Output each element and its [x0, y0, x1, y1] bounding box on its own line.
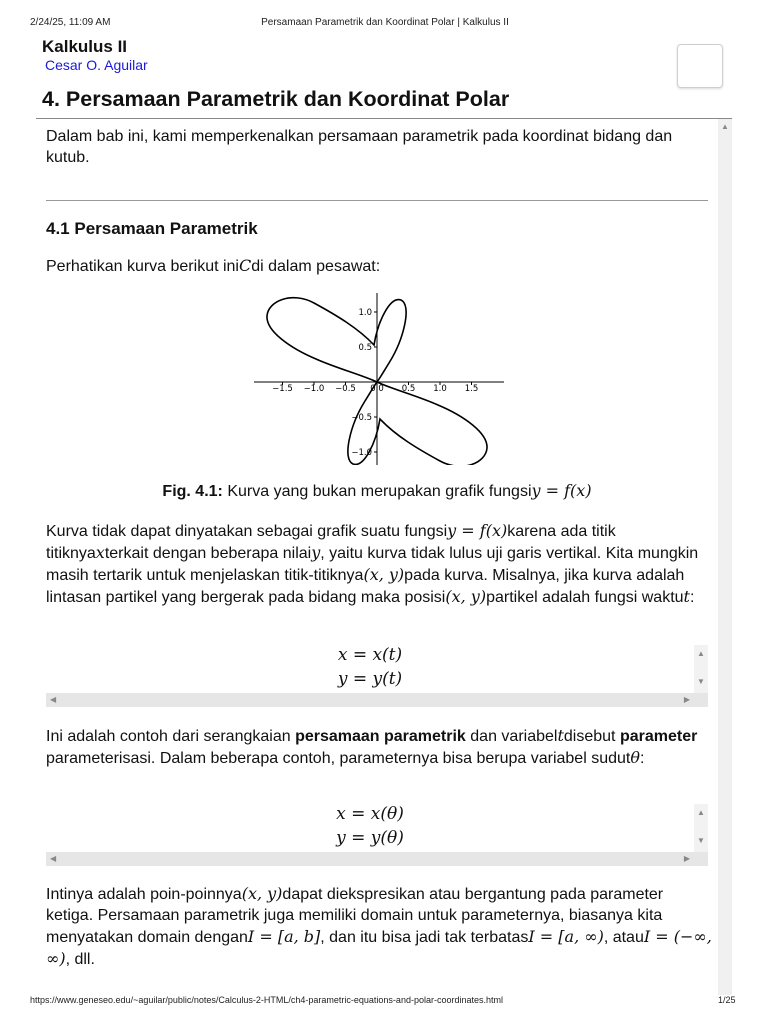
equation-block-1 [46, 645, 708, 707]
equation-1-line-1: x = x(t) [337, 645, 403, 665]
equation-1-vertical-scrollbar[interactable] [694, 645, 708, 693]
figure-caption: Fig. 4.1: Kurva yang bukan merupakan grafik fungsiy = f(x) [162, 481, 592, 500]
scroll-left-icon[interactable]: ◀ [50, 854, 57, 863]
paragraph-2: Kurva tidak dapat dinyatakan sebagai grafik suatu fungsiy = f(x)karena ada titik titiknyaxterkait dengan beberapa nilaiy, yaitu kurva tidak lulus uji garis vertikal. Kita mungkin masih tertarik untuk menjelaskan titik-titiknya(x, y)pada kurva. Misalnya, jika kurva adalah lintasan partikel yang bergerak pada bidang maka posisi(x, y)partikel adalah fungsi waktut: [46, 521, 699, 606]
x-tick-label: −1.5 [272, 384, 293, 394]
print-datetime: 2/24/25, 11:09 AM [30, 17, 111, 28]
print-page-number: 1/25 [718, 995, 736, 1005]
y-tick-label: −1.0 [351, 448, 372, 458]
paragraph-3: Ini adalah contoh dari serangkaian persamaan parametrik dan variabeltdisebut parameter parameterisasi. Dalam beberapa contoh, parameternya bisa berupa variabel sudutθ: [46, 726, 698, 767]
polar-curve-plot [254, 293, 504, 465]
section-title: 4.1 Persamaan Parametrik [46, 219, 258, 238]
equation-2-line-1: x = x(θ) [336, 804, 404, 824]
x-tick-label: 1.0 [433, 384, 447, 394]
equation-1-line-2: y = y(t) [337, 669, 403, 689]
menu-toggle-button[interactable] [677, 44, 723, 88]
x-tick-label: 0.5 [401, 384, 416, 394]
x-tick-label: 1.5 [464, 384, 479, 394]
scroll-up-icon[interactable]: ▲ [697, 649, 705, 658]
scroll-right-icon[interactable]: ▶ [683, 854, 690, 863]
book-title[interactable]: Kalkulus II [42, 37, 128, 56]
scroll-down-icon[interactable]: ▼ [697, 677, 705, 686]
author-link[interactable]: Cesar O. Aguilar [45, 57, 148, 73]
print-doc-title: Persamaan Parametrik dan Koordinat Polar | Kalkulus II [261, 17, 509, 28]
page-scrollbar[interactable] [718, 119, 732, 995]
intro-paragraph: Dalam bab ini, kami memperkenalkan persamaan parametrik pada koordinat bidang dan kutub. [46, 128, 673, 166]
figure-4-1 [254, 293, 504, 465]
equation-2-horizontal-scrollbar[interactable] [46, 852, 708, 866]
section-divider [46, 200, 708, 201]
main-content [36, 119, 718, 995]
paragraph-4: Intinya adalah poin-poinnya(x, y)dapat diekspresikan atau bergantung pada parameter ketiga. Persamaan parametrik juga memiliki domain untuk parameternya, biasanya kita menyatakan domain denganI = [a, b], dan itu bisa jadi tak terbatasI = [a, ∞), atauI = (−∞, ∞), dll. [46, 884, 712, 968]
chapter-title: 4. Persamaan Parametrik dan Koordinat Polar [42, 87, 510, 111]
y-tick-label: −0.5 [351, 413, 372, 423]
scroll-down-icon[interactable]: ▼ [697, 836, 705, 845]
equation-1-horizontal-scrollbar[interactable] [46, 693, 708, 707]
x-tick-label: −1.0 [303, 384, 325, 394]
page-scroll-up-icon[interactable]: ▲ [721, 122, 729, 131]
print-url: https://www.geneseo.edu/~aguilar/public/notes/Calculus-2-HTML/ch4-parametric-equations-and-polar-coordinates.html [30, 995, 503, 1005]
equation-2-vertical-scrollbar[interactable] [694, 804, 708, 852]
y-tick-label: 0.5 [358, 343, 372, 353]
scroll-left-icon[interactable]: ◀ [50, 695, 57, 704]
equation-block-2 [46, 804, 708, 866]
scroll-right-icon[interactable]: ▶ [683, 695, 690, 704]
equation-2-line-2: y = y(θ) [336, 828, 404, 848]
paragraph-1: Perhatikan kurva berikut iniCdi dalam pesawat: [46, 256, 381, 275]
y-tick-label: 1.0 [358, 308, 372, 318]
scroll-up-icon[interactable]: ▲ [697, 808, 705, 817]
x-tick-label: 0.0 [370, 384, 384, 394]
curve-upper-left [267, 298, 406, 382]
curve-lower-right [348, 382, 487, 465]
x-tick-label: −0.5 [335, 384, 356, 394]
